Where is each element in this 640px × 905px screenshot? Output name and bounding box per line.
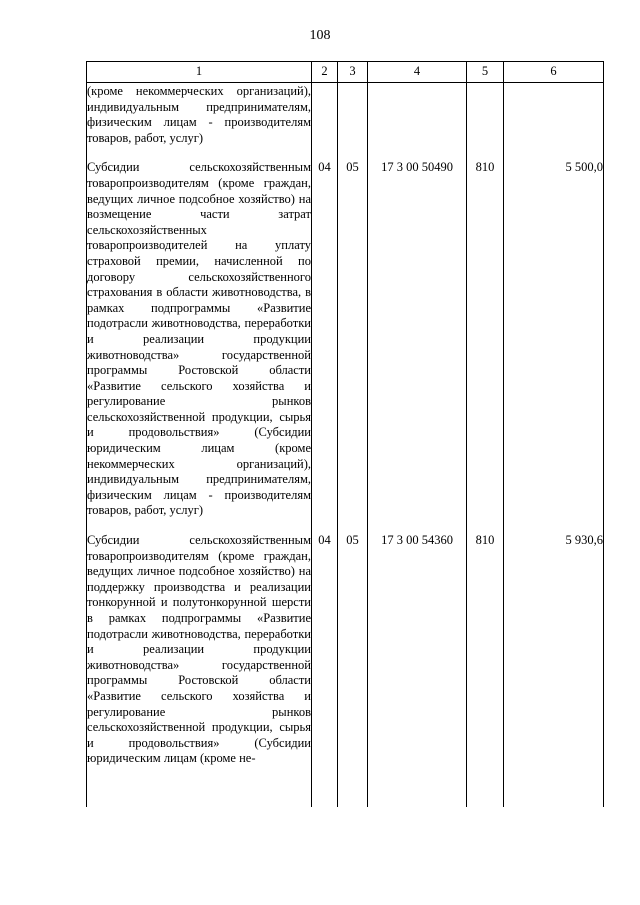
subsection-code: 05	[338, 146, 368, 519]
column-header: 6	[504, 62, 604, 83]
table-row	[87, 146, 604, 519]
subsection-code	[338, 83, 368, 147]
section-code	[312, 83, 338, 147]
subsection-code: 05	[338, 519, 368, 807]
row-description: Субсидии сельскохозяйственным товаропроизводителям (кроме граждан, ведущих личное подсобное хозяйство) на поддержку производства и реализации тонкорунной и полутонкорунной шерсти в рамках подпрограммы «Развитие подотрасли животноводства, переработки и реализации продукции животноводства» государственной программы Ростовской области «Развитие сельского хозяйства и регулирование рынков сельскохозяйственной продукции, сырья и продовольствия» (Субсидии юридическим лицам (кроме не-	[87, 519, 312, 807]
expense-type-code: 810	[467, 146, 504, 519]
amount-value: 5 500,0	[504, 146, 604, 519]
section-code: 04	[312, 519, 338, 807]
page-number: 108	[309, 28, 331, 43]
target-article-code	[368, 83, 467, 147]
row-description: Субсидии сельскохозяйственным товаропроизводителям (кроме граждан, ведущих личное подсобное хозяйство) на возмещение части затрат сельскохозяйственных товаропроизводителей на уплату страховой премии, начисленной по договору сельскохозяйственного страхования в области животноводства, в рамках подпрограммы «Развитие подотрасли животноводства, переработки и реализации продукции животноводства» государственной программы Ростовской области «Развитие сельского хозяйства и регулирование рынков сельскохозяйственной продукции, сырья и продовольствия» (Субсидии юридическим лицам (кроме некоммерческих организаций), индивидуальным предпринимателям, физическим лицам - производителям товаров, работ, услуг)	[87, 146, 312, 519]
table-row	[87, 519, 604, 807]
expense-type-code: 810	[467, 519, 504, 807]
amount-value	[504, 83, 604, 147]
section-code: 04	[312, 146, 338, 519]
target-article-code: 17 3 00 50490	[368, 146, 467, 519]
target-article-code: 17 3 00 54360	[368, 519, 467, 807]
table-header-row	[87, 62, 604, 83]
column-header: 1	[87, 62, 312, 83]
expense-type-code	[467, 83, 504, 147]
amount-value: 5 930,6	[504, 519, 604, 807]
column-header: 2	[312, 62, 338, 83]
column-header: 5	[467, 62, 504, 83]
column-header: 4	[368, 62, 467, 83]
budget-table	[86, 61, 604, 807]
table-row	[87, 83, 604, 147]
column-header: 3	[338, 62, 368, 83]
row-description: (кроме некоммерческих организаций), индивидуальным предпринимателям, физическим лицам - производителям товаров, работ, услуг)	[87, 84, 311, 145]
